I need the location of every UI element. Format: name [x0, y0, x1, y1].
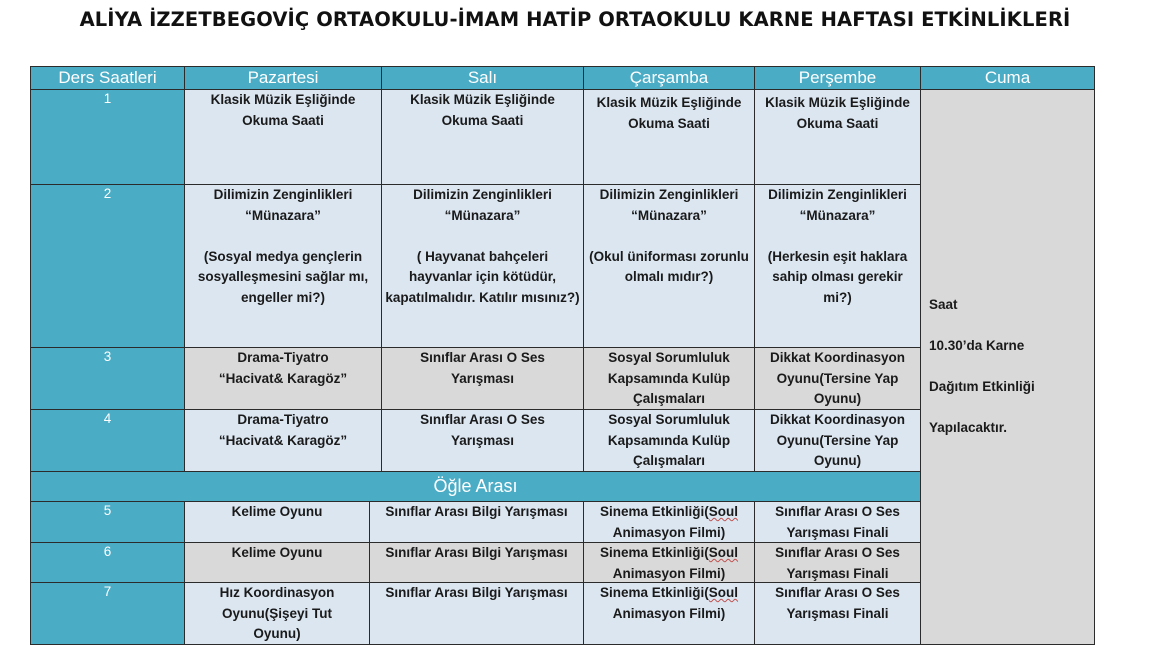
cell-sali: Sınıflar Arası O Ses Yarışması — [382, 348, 584, 410]
cuma-line: Dağıtım Etkinliği — [929, 379, 1035, 395]
cell-sali: Sınıflar Arası Bilgi Yarışması — [370, 583, 584, 645]
row-number: 5 — [30, 502, 185, 543]
cell-persembe: Klasik Müzik Eşliğinde Okuma Saati — [755, 90, 921, 185]
header-sali: Salı — [382, 66, 584, 90]
cell-cuma — [921, 90, 1095, 645]
spellcheck-word: Soul — [708, 545, 739, 560]
cell-sali: Sınıflar Arası O Ses Yarışması — [382, 410, 584, 472]
cell-persembe: Dilimizin Zenginlikleri “Münazara” (Herkesin eşit haklara sahip olması gerekir mi?) — [755, 185, 921, 348]
cell-sali: Dilimizin Zenginlikleri “Münazara” ( Hayvanat bahçeleri hayvanlar için kötüdür, kapatılmalıdır. Katılır mısınız?) — [382, 185, 584, 348]
row-number: 6 — [30, 543, 185, 583]
row-number: 3 — [30, 348, 185, 410]
cell-carsamba: Sinema Etkinliği(Soul Animasyon Filmi) — [584, 543, 755, 583]
cell-pazartesi: Kelime Oyunu — [185, 502, 370, 543]
cell-persembe: Dikkat Koordinasyon Oyunu(Tersine Yap Oyunu) — [755, 348, 921, 410]
header-carsamba: Çarşamba — [584, 66, 755, 90]
cell-pazartesi: Klasik Müzik Eşliğinde Okuma Saati — [185, 90, 382, 185]
header-persembe: Perşembe — [755, 66, 921, 90]
cell-persembe: Dikkat Koordinasyon Oyunu(Tersine Yap Oyunu) — [755, 410, 921, 472]
cell-carsamba: Klasik Müzik Eşliğinde Okuma Saati — [584, 90, 755, 185]
header-ders-saatleri: Ders Saatleri — [30, 66, 185, 90]
cell-carsamba: Dilimizin Zenginlikleri “Münazara” (Okul üniforması zorunlu olmalı mıdır?) — [584, 185, 755, 348]
cuma-line: Saat — [929, 297, 958, 313]
cell-pazartesi: Hız Koordinasyon Oyunu(Şişeyi Tut Oyunu) — [185, 583, 370, 645]
row-number: 4 — [30, 410, 185, 472]
header-pazartesi: Pazartesi — [185, 66, 382, 90]
cuma-line: 10.30’da Karne — [929, 338, 1025, 354]
cell-pazartesi: Dilimizin Zenginlikleri “Münazara” (Sosyal medya gençlerin sosyalleşmesini sağlar mı, engeller mi?) — [185, 185, 382, 348]
cell-carsamba: Sinema Etkinliği(Soul Animasyon Filmi) — [584, 583, 755, 645]
cell-sali: Sınıflar Arası Bilgi Yarışması — [370, 543, 584, 583]
cell-pazartesi: Drama-Tiyatro “Hacivat& Karagöz” — [185, 410, 382, 472]
cell-pazartesi: Drama-Tiyatro “Hacivat& Karagöz” — [185, 348, 382, 410]
header-cuma: Cuma — [921, 66, 1095, 90]
row-number: 2 — [30, 185, 185, 348]
row-number: 7 — [30, 583, 185, 645]
page-title: ALİYA İZZETBEGOVİÇ ORTAOKULU-İMAM HATİP ORTAOKULU KARNE HAFTASI ETKİNLİKLERİ — [79, 8, 1071, 31]
row-number: 1 — [30, 90, 185, 185]
cell-sali: Klasik Müzik Eşliğinde Okuma Saati — [382, 90, 584, 185]
cell-persembe: Sınıflar Arası O Ses Yarışması Finali — [755, 543, 921, 583]
cell-sali: Sınıflar Arası Bilgi Yarışması — [370, 502, 584, 543]
cell-pazartesi: Kelime Oyunu — [185, 543, 370, 583]
cell-persembe: Sınıflar Arası O Ses Yarışması Finali — [755, 583, 921, 645]
cuma-line: Yapılacaktır. — [929, 420, 1008, 436]
lunch-break-row: Öğle Arası — [30, 472, 921, 502]
cell-persembe: Sınıflar Arası O Ses Yarışması Finali — [755, 502, 921, 543]
spellcheck-word: Soul — [708, 585, 739, 600]
cell-carsamba: Sinema Etkinliği(Soul Animasyon Filmi) — [584, 502, 755, 543]
cell-carsamba: Sosyal Sorumluluk Kapsamında Kulüp Çalışmaları — [584, 410, 755, 472]
cell-carsamba: Sosyal Sorumluluk Kapsamında Kulüp Çalışmaları — [584, 348, 755, 410]
spellcheck-word: Soul — [708, 504, 739, 519]
